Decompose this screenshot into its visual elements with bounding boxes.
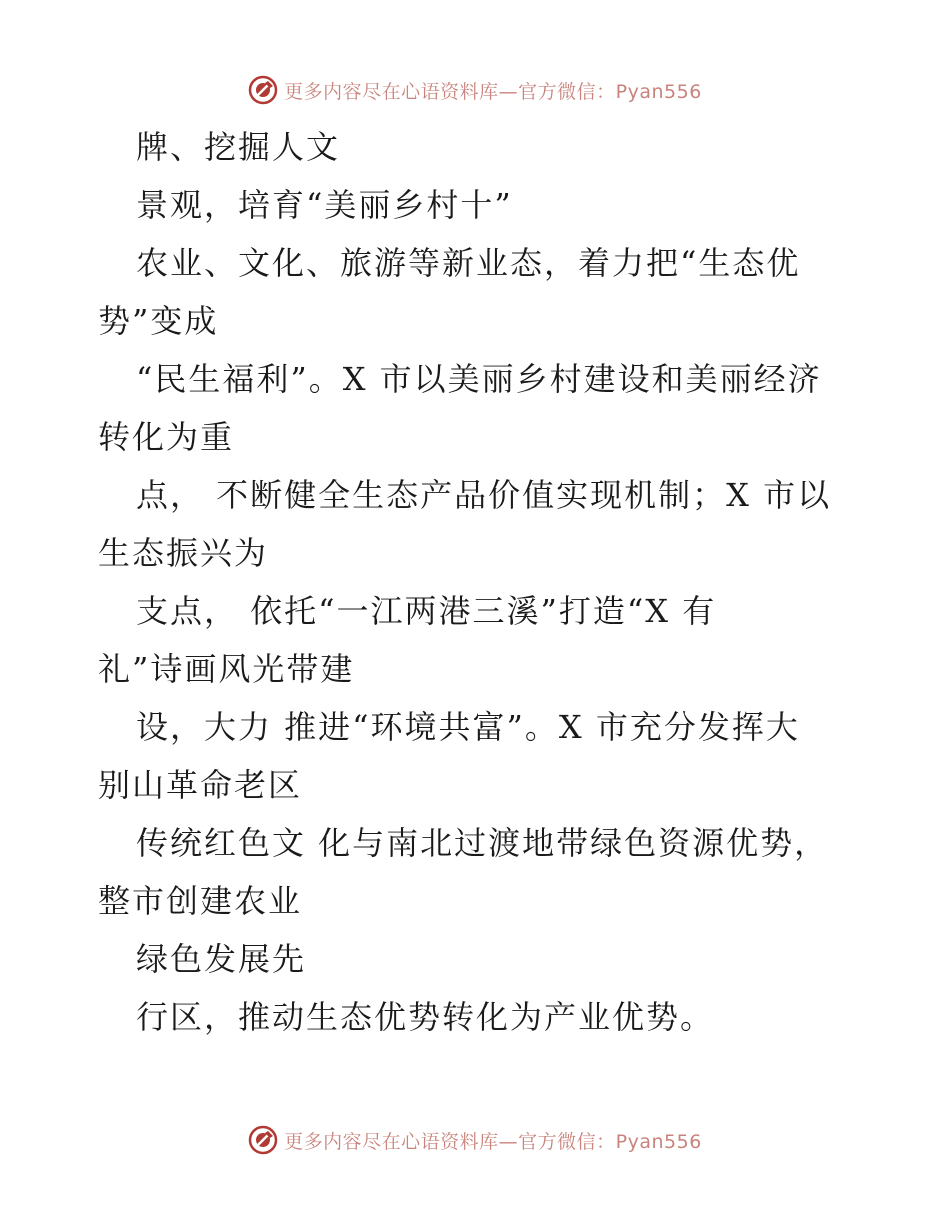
- footer-banner-text: 更多内容尽在心语资料库—官方微信：Pyan556: [284, 1130, 702, 1153]
- text-line: 礼”诗画风光带建: [98, 650, 355, 688]
- text-line: 生态振兴为: [98, 534, 269, 572]
- text-line: 设，大力 推进“环境共富”。X 市充分发挥大: [136, 708, 800, 746]
- text-line: 点， 不断健全生态产品价值实现机制；X 市以: [136, 476, 832, 514]
- text-line: 行区，推动生态优势转化为产业优势。: [136, 998, 715, 1036]
- text-line: 景观，培育“美丽乡村十”: [136, 186, 513, 224]
- logo-icon: [248, 75, 278, 105]
- text-line: “民生福利”。X 市以美丽乡村建设和美丽经济: [136, 360, 822, 398]
- text-line: 转化为重: [98, 418, 235, 456]
- header-banner-text: 更多内容尽在心语资料库—官方微信：Pyan556: [284, 80, 702, 103]
- text-line: 牌、挖掘人文: [136, 128, 341, 166]
- text-line: 传统红色文 化与南北过渡地带绿色资源优势，: [136, 824, 829, 862]
- footer-banner: [0, 1120, 950, 1160]
- text-line: 别山革命老区: [98, 766, 303, 804]
- document-body: [98, 118, 868, 1046]
- logo-icon: [248, 1125, 278, 1155]
- text-line: 农业、文化、旅游等新业态，着力把“生态优: [136, 244, 801, 282]
- text-line: 整市创建农业: [98, 882, 303, 920]
- text-line: 势”变成: [98, 302, 219, 340]
- header-banner: [0, 70, 950, 110]
- text-line: 绿色发展先: [136, 940, 307, 978]
- text-line: 支点， 依托“一江两港三溪”打造“X 有: [136, 592, 717, 630]
